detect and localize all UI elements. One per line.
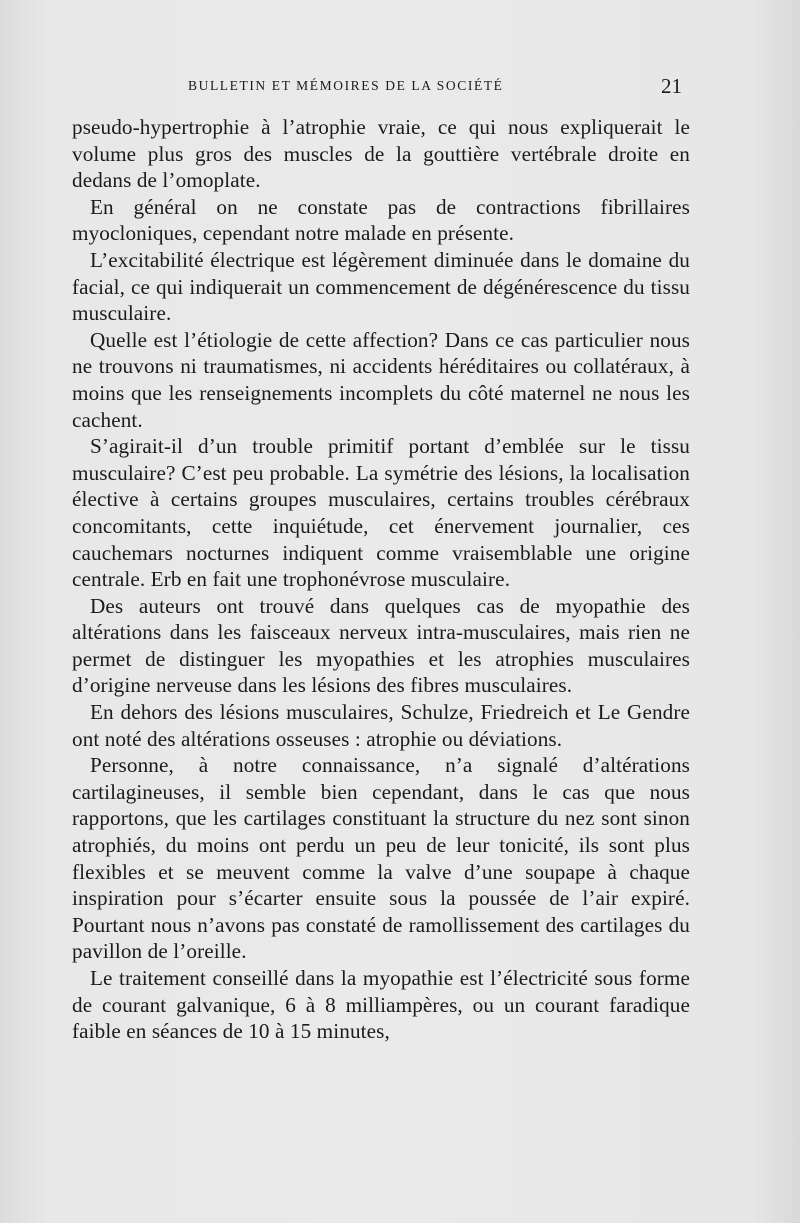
paragraph-9: Le traitement conseillé dans la myopathie est l’électricité sous forme de courant galvanique, 6 à 8 milliampères, ou un courant faradique faible en séances de 10 à 15 minutes, (72, 966, 690, 1044)
paragraph-7: En dehors des lésions musculaires, Schulze, Friedreich et Le Gendre ont noté des altérations osseuses : atrophie ou déviations. (72, 700, 690, 751)
running-header (72, 74, 682, 98)
paragraph-2: En général on ne constate pas de contractions fibrillaires myocloniques, cependant notre malade en présente. (72, 194, 690, 246)
header-title: BULLETIN ET MÉMOIRES DE LA SOCIÉTÉ (188, 78, 504, 93)
body-text (72, 114, 690, 1045)
page-number: 21 (661, 74, 682, 98)
paragraph-4: Quelle est l’étiologie de cette affection? Dans ce cas particulier nous ne trouvons ni traumatismes, ni accidents héréditaires ou collatéraux, à moins que les renseignements incomplets du côté maternel ne nous les cachent. (72, 327, 690, 432)
paragraph-1: pseudo-hypertrophie à l’atrophie vraie, ce qui nous expliquerait le volume plus gros des muscles de la gouttière vertébrale droite en dedans de l’omoplate. (72, 115, 690, 193)
paragraph-6: Des auteurs ont trouvé dans quelques cas de myopathie des altérations dans les faisceaux nerveux intra-musculaires, mais rien ne permet de distinguer les myopathies et les atrophies musculaires d’origine nerveuse dans les lésions des fibres musculaires. (72, 593, 690, 698)
paragraph-3: L’excitabilité électrique est légèrement diminuée dans le domaine du facial, ce qui indiquerait un commencement de dégénérescence du tissu musculaire. (72, 247, 690, 326)
paragraph-8: Personne, à notre connaissance, n’a signalé d’altérations cartilagineuses, il semble bien cependant, dans le cas que nous rapportons, que les cartilages constituant la structure du nez sont sinon atrophiés, du moins ont perdu un peu de leur tonicité, ils sont plus flexibles et se meuvent comme la valve d’une soupape à chaque inspiration pour s’écarter ensuite sous la poussée de l’air expiré. Pourtant nous n’avons pas constaté de ramollissement des cartilages du pavillon de l’oreille. (72, 753, 690, 964)
paragraph-5: S’agirait-il d’un trouble primitif portant d’emblée sur le tissu musculaire? C’est peu probable. La symétrie des lésions, la localisation élective à certains groupes musculaires, certains troubles cérébraux concomitants, cette inquiétude, cet énervement journalier, ces cauchemars nocturnes indiquent comme vraisemblable une origine centrale. Erb en fait une trophonévrose musculaire. (72, 434, 690, 592)
